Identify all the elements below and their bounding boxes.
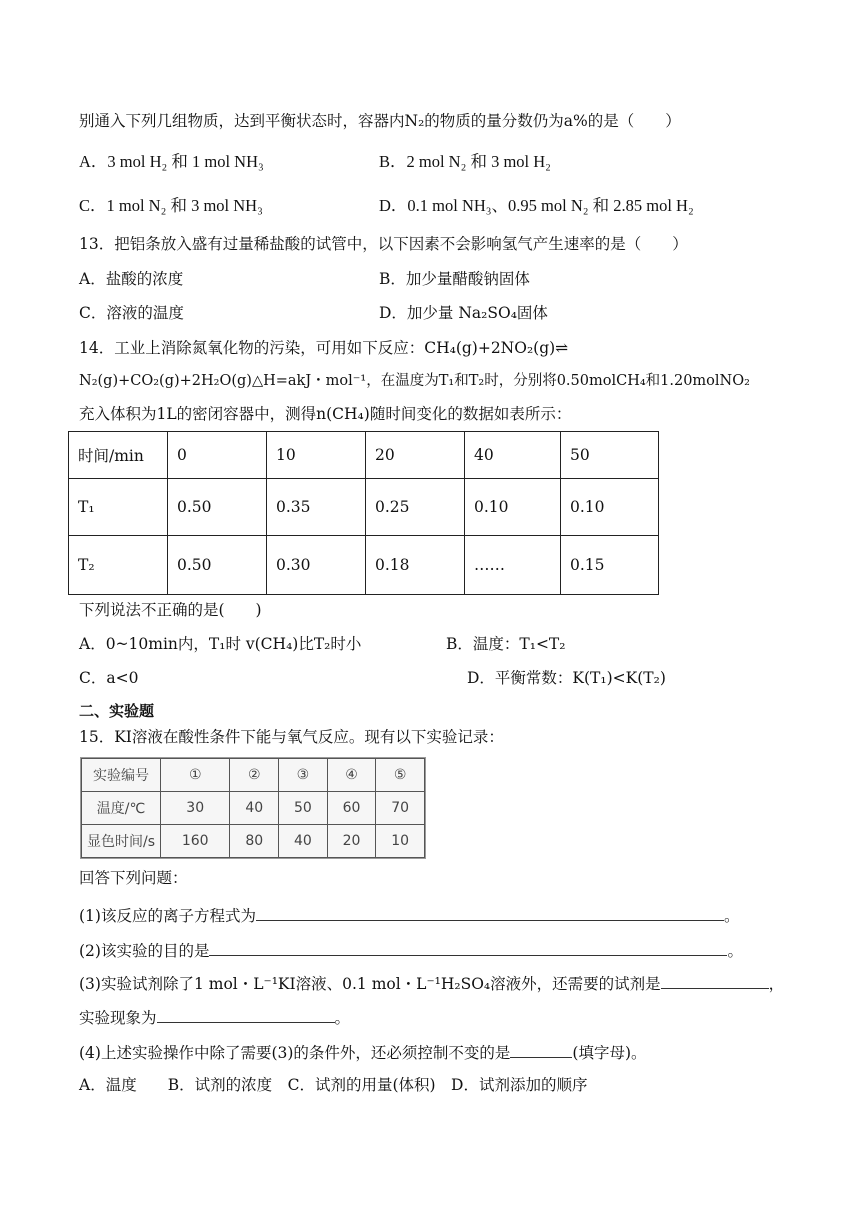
answer-blank[interactable] xyxy=(256,905,724,921)
q14-header-cell: 50 xyxy=(561,432,659,479)
q14-option-a: A．0~10min内，T₁时 v(CH₄)比T₂时小 xyxy=(79,635,362,653)
q14-cell: 0.35 xyxy=(267,479,366,536)
q12-option-b: B．2 mol N₂ 和 3 mol H₂ xyxy=(379,152,551,171)
q14-cell: 0.15 xyxy=(561,536,659,595)
q15-cell: ④ xyxy=(327,759,376,792)
q14-header-cell: 20 xyxy=(366,432,465,479)
q13-stem: 13．把铝条放入盛有过量稀盐酸的试管中，以下因素不会影响氢气产生速率的是（ ） xyxy=(79,235,688,253)
answer-blank[interactable] xyxy=(661,973,769,989)
q14-table-row-t1 xyxy=(69,479,659,536)
q15-cell: ② xyxy=(230,759,279,792)
q15-cell: 60 xyxy=(327,792,376,825)
answer-blank[interactable] xyxy=(157,1007,335,1023)
q15-cell: 实验编号 xyxy=(82,759,161,792)
q14-cell: 0.50 xyxy=(168,479,267,536)
q14-option-c: C．a<0 xyxy=(79,669,139,687)
q15-cell: 70 xyxy=(376,792,425,825)
q15-table-row xyxy=(82,759,425,792)
q15-sub2: (2)该实验的目的是 。 xyxy=(79,942,743,960)
q15-cell: 10 xyxy=(376,825,425,858)
section-heading: 二、实验题 xyxy=(79,702,155,720)
q12-option-c: C．1 mol N₂ 和 3 mol NH₃ xyxy=(79,196,263,215)
q15-answer-intro: 回答下列问题： xyxy=(79,869,188,887)
q14-cell: 0.18 xyxy=(366,536,465,595)
q15-cell: 显色时间/s xyxy=(82,825,161,858)
q15-table-row xyxy=(82,825,425,858)
q15-stem: 15．KI溶液在酸性条件下能与氧气反应。现有以下实验记录： xyxy=(79,728,504,746)
q15-cell: 30 xyxy=(161,792,230,825)
q15-cell: 40 xyxy=(230,792,279,825)
q15-experiment-table xyxy=(81,758,425,858)
q14-cell: 0.10 xyxy=(561,479,659,536)
q14-data-table xyxy=(68,431,659,595)
answer-blank[interactable] xyxy=(209,940,727,956)
q14-header-cell: 10 xyxy=(267,432,366,479)
q15-cell: 80 xyxy=(230,825,279,858)
q14-header-cell: 时间/min xyxy=(69,432,168,479)
q15-sub3-phenomenon: 实验现象为 。 xyxy=(79,1009,351,1027)
q15-cell: 160 xyxy=(161,825,230,858)
q15-sub3: (3)实验试剂除了1 mol・L⁻¹KI溶液、0.1 mol・L⁻¹H₂SO₄溶液外，还需要的试剂是 ， xyxy=(79,975,785,993)
q14-line2: N₂(g)+CO₂(g)+2H₂O(g)△H=akJ・mol⁻¹，在温度为T₁和T₂时，分别将0.50molCH₄和1.20molNO₂ xyxy=(79,373,750,389)
q13-option-c: C．溶液的温度 xyxy=(79,304,184,322)
q12-option-c-text: 1 mol N₂ 和 3 mol NH₃ xyxy=(106,196,263,215)
q15-cell: 20 xyxy=(327,825,376,858)
q15-cell: ③ xyxy=(279,759,328,792)
q15-sub1: (1)该反应的离子方程式为 。 xyxy=(79,907,740,925)
q15-experiment-table-image xyxy=(80,757,426,859)
q12-option-d-text: 0.1 mol NH₃、0.95 mol N₂ 和 2.85 mol H₂ xyxy=(407,196,694,215)
q15-cell: ⑤ xyxy=(376,759,425,792)
q14-cell: 0.50 xyxy=(168,536,267,595)
q15-cell: 温度/℃ xyxy=(82,792,161,825)
q14-cell: T₂ xyxy=(69,536,168,595)
q14-table-header-row xyxy=(69,432,659,479)
q14-header-cell: 0 xyxy=(168,432,267,479)
q14-option-d: D．平衡常数：K(T₁)<K(T₂) xyxy=(467,669,666,687)
q15-sub4-options: A．温度 B．试剂的浓度 C．试剂的用量(体积) D．试剂添加的顺序 xyxy=(79,1076,588,1094)
q14-line1: 14．工业上消除氮氧化物的污染，可用如下反应：CH₄(g)+2NO₂(g)⇌ xyxy=(79,339,569,357)
q15-table-row xyxy=(82,792,425,825)
q14-cell: 0.25 xyxy=(366,479,465,536)
q14-cell: 0.30 xyxy=(267,536,366,595)
q13-option-b: B．加少量醋酸钠固体 xyxy=(379,270,530,288)
q15-sub4: (4)上述实验操作中除了需要(3)的条件外，还必须控制不变的是 (填字母)。 xyxy=(79,1044,647,1062)
q14-cell: …… xyxy=(465,536,561,595)
q15-cell: 50 xyxy=(279,792,328,825)
q14-line3: 充入体积为1L的密闭容器中，测得n(CH₄)随时间变化的数据如表所示： xyxy=(79,405,572,423)
q14-option-b: B．温度：T₁<T₂ xyxy=(446,635,566,653)
q12-option-a-text: 3 mol H₂ 和 1 mol NH₃ xyxy=(107,152,264,171)
q12-option-a: A．3 mol H₂ 和 1 mol NH₃ xyxy=(79,152,264,171)
q13-option-d: D．加少量 Na₂SO₄固体 xyxy=(379,304,548,322)
q15-cell: ① xyxy=(161,759,230,792)
q14-cell: 0.10 xyxy=(465,479,561,536)
q12-option-d: D．0.1 mol NH₃、0.95 mol N₂ 和 2.85 mol H₂ xyxy=(379,196,694,215)
q13-option-a: A．盐酸的浓度 xyxy=(79,270,184,288)
q15-cell: 40 xyxy=(279,825,328,858)
answer-blank[interactable] xyxy=(510,1042,572,1058)
q14-ask: 下列说法不正确的是( ) xyxy=(79,601,262,619)
q14-header-cell: 40 xyxy=(465,432,561,479)
q12-stem: 别通入下列几组物质，达到平衡状态时，容器内N₂的物质的量分数仍为a%的是（ ） xyxy=(79,112,681,130)
q12-option-b-text: 2 mol N₂ 和 3 mol H₂ xyxy=(406,152,551,171)
q14-cell: T₁ xyxy=(69,479,168,536)
q14-table-row-t2 xyxy=(69,536,659,595)
